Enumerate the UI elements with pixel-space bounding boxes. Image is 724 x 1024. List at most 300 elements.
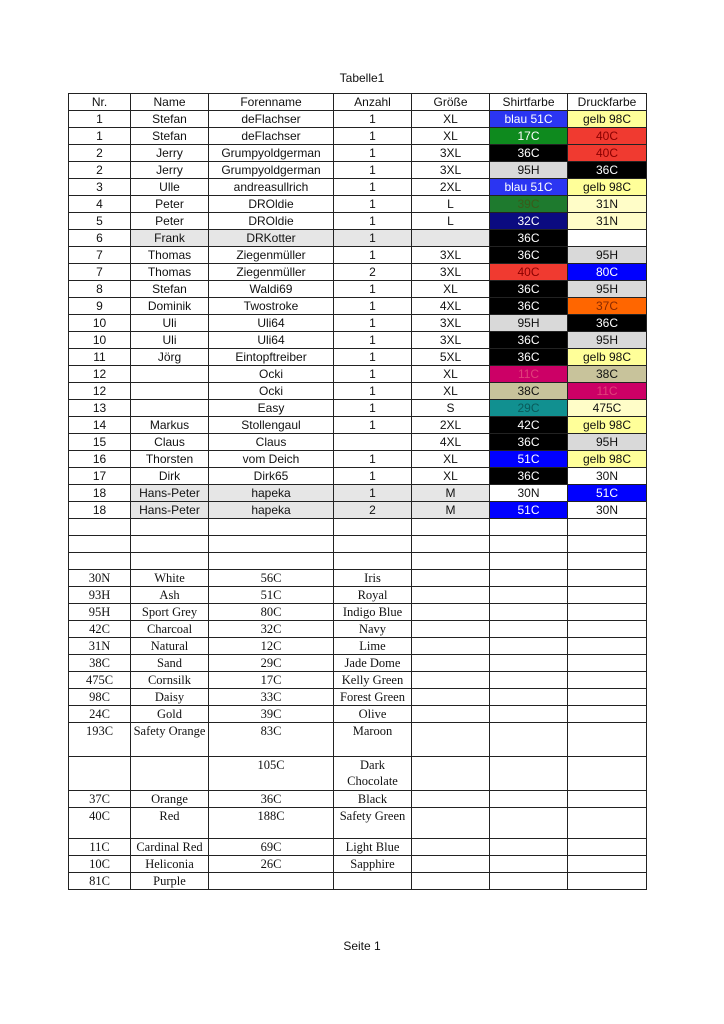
empty-cell[interactable] <box>568 808 647 839</box>
cell-druckfarbe[interactable]: 95H <box>568 281 647 298</box>
cell-druckfarbe[interactable]: 36C <box>568 315 647 332</box>
legend-color-name[interactable] <box>334 873 412 890</box>
cell-druckfarbe[interactable]: 40C <box>568 128 647 145</box>
legend-code[interactable] <box>209 873 334 890</box>
legend-color-name[interactable]: Sand <box>131 655 209 672</box>
legend-color-name[interactable]: Safety Green <box>334 808 412 839</box>
empty-cell[interactable] <box>568 621 647 638</box>
cell-forenname[interactable]: DRKotter <box>209 230 334 247</box>
cell-nr[interactable]: 18 <box>69 502 131 519</box>
cell-druckfarbe[interactable]: gelb 98C <box>568 417 647 434</box>
cell-anzahl[interactable]: 1 <box>334 230 412 247</box>
cell-anzahl[interactable]: 2 <box>334 264 412 281</box>
legend-color-name[interactable]: White <box>131 570 209 587</box>
cell-druckfarbe[interactable]: gelb 98C <box>568 451 647 468</box>
cell-anzahl[interactable]: 1 <box>334 315 412 332</box>
cell-groesse[interactable]: XL <box>412 281 490 298</box>
cell-nr[interactable]: 7 <box>69 247 131 264</box>
legend-color-name[interactable]: Charcoal <box>131 621 209 638</box>
empty-cell[interactable] <box>568 553 647 570</box>
empty-cell[interactable] <box>490 808 568 839</box>
cell-groesse[interactable]: S <box>412 400 490 417</box>
cell-anzahl[interactable]: 1 <box>334 468 412 485</box>
cell-anzahl[interactable]: 1 <box>334 128 412 145</box>
cell-name[interactable]: Claus <box>131 434 209 451</box>
legend-code[interactable]: 188C <box>209 808 334 839</box>
empty-cell[interactable] <box>69 553 131 570</box>
cell-shirtfarbe[interactable]: 36C <box>490 281 568 298</box>
cell-groesse[interactable]: 2XL <box>412 179 490 196</box>
empty-cell[interactable] <box>490 706 568 723</box>
empty-cell[interactable] <box>69 519 131 536</box>
cell-forenname[interactable]: Eintopftreiber <box>209 349 334 366</box>
cell-name[interactable]: Dirk <box>131 468 209 485</box>
cell-anzahl[interactable]: 1 <box>334 213 412 230</box>
cell-forenname[interactable]: hapeka <box>209 485 334 502</box>
empty-cell[interactable] <box>412 791 490 808</box>
legend-code[interactable]: 26C <box>209 856 334 873</box>
cell-name[interactable] <box>131 366 209 383</box>
empty-cell[interactable] <box>568 791 647 808</box>
cell-nr[interactable]: 2 <box>69 145 131 162</box>
empty-cell[interactable] <box>412 672 490 689</box>
legend-code[interactable]: 24C <box>69 706 131 723</box>
cell-nr[interactable]: 17 <box>69 468 131 485</box>
legend-color-name[interactable]: Forest Green <box>334 689 412 706</box>
cell-anzahl[interactable]: 1 <box>334 366 412 383</box>
empty-cell[interactable] <box>412 839 490 856</box>
cell-forenname[interactable]: Waldi69 <box>209 281 334 298</box>
cell-druckfarbe[interactable]: 31N <box>568 196 647 213</box>
legend-color-name[interactable]: Cardinal Red <box>131 839 209 856</box>
empty-cell[interactable] <box>412 873 490 890</box>
empty-cell[interactable] <box>412 570 490 587</box>
cell-groesse[interactable]: 2XL <box>412 417 490 434</box>
cell-groesse[interactable]: M <box>412 502 490 519</box>
cell-groesse[interactable]: XL <box>412 128 490 145</box>
cell-forenname[interactable]: deFlachser <box>209 111 334 128</box>
empty-cell[interactable] <box>209 536 334 553</box>
empty-cell[interactable] <box>412 553 490 570</box>
cell-nr[interactable]: 1 <box>69 128 131 145</box>
cell-forenname[interactable]: DROldie <box>209 213 334 230</box>
empty-cell[interactable] <box>334 519 412 536</box>
legend-code[interactable]: 93H <box>69 587 131 604</box>
cell-shirtfarbe[interactable]: 32C <box>490 213 568 230</box>
empty-cell[interactable] <box>490 672 568 689</box>
cell-name[interactable]: Stefan <box>131 281 209 298</box>
empty-cell[interactable] <box>412 604 490 621</box>
cell-shirtfarbe[interactable]: 95H <box>490 162 568 179</box>
legend-color-name[interactable]: Heliconia <box>131 856 209 873</box>
cell-druckfarbe[interactable]: 80C <box>568 264 647 281</box>
cell-groesse[interactable]: 3XL <box>412 145 490 162</box>
cell-anzahl[interactable]: 1 <box>334 451 412 468</box>
legend-code[interactable]: 51C <box>209 587 334 604</box>
cell-name[interactable]: Stefan <box>131 111 209 128</box>
cell-nr[interactable]: 9 <box>69 298 131 315</box>
legend-color-name[interactable]: Cornsilk <box>131 672 209 689</box>
empty-cell[interactable] <box>490 655 568 672</box>
cell-druckfarbe[interactable]: 30N <box>568 468 647 485</box>
empty-cell[interactable] <box>334 553 412 570</box>
cell-name[interactable]: Hans-Peter <box>131 502 209 519</box>
cell-druckfarbe[interactable]: 40C <box>568 145 647 162</box>
legend-code[interactable]: 10C <box>69 856 131 873</box>
legend-code[interactable]: 11C <box>69 839 131 856</box>
empty-cell[interactable] <box>131 519 209 536</box>
empty-cell[interactable] <box>490 689 568 706</box>
empty-cell[interactable] <box>568 638 647 655</box>
empty-cell[interactable] <box>209 553 334 570</box>
legend-color-name[interactable]: Natural <box>131 638 209 655</box>
cell-shirtfarbe[interactable]: 36C <box>490 298 568 315</box>
legend-color-name[interactable]: Royal <box>334 587 412 604</box>
empty-cell[interactable] <box>568 689 647 706</box>
cell-anzahl[interactable]: 1 <box>334 383 412 400</box>
cell-forenname[interactable]: Ziegenmüller <box>209 264 334 281</box>
empty-cell[interactable] <box>131 553 209 570</box>
cell-shirtfarbe[interactable]: 36C <box>490 247 568 264</box>
empty-cell[interactable] <box>568 839 647 856</box>
empty-cell[interactable] <box>412 638 490 655</box>
cell-nr[interactable]: 13 <box>69 400 131 417</box>
legend-color-name[interactable]: Sapphire <box>334 856 412 873</box>
legend-code[interactable]: 105C <box>209 757 334 791</box>
cell-nr[interactable]: 16 <box>69 451 131 468</box>
empty-cell[interactable] <box>490 839 568 856</box>
empty-cell[interactable] <box>568 570 647 587</box>
cell-druckfarbe[interactable]: gelb 98C <box>568 111 647 128</box>
empty-cell[interactable] <box>490 638 568 655</box>
cell-name[interactable]: Frank <box>131 230 209 247</box>
cell-name[interactable]: Uli <box>131 315 209 332</box>
cell-forenname[interactable]: Ocki <box>209 383 334 400</box>
empty-cell[interactable] <box>490 553 568 570</box>
cell-anzahl[interactable]: 1 <box>334 162 412 179</box>
cell-name[interactable]: Hans-Peter <box>131 485 209 502</box>
legend-code[interactable]: 37C <box>69 791 131 808</box>
cell-forenname[interactable]: Easy <box>209 400 334 417</box>
cell-druckfarbe[interactable]: 36C <box>568 162 647 179</box>
empty-cell[interactable] <box>490 536 568 553</box>
cell-anzahl[interactable]: 1 <box>334 145 412 162</box>
legend-color-name[interactable]: Lime <box>334 638 412 655</box>
legend-code[interactable]: 33C <box>209 689 334 706</box>
legend-color-name[interactable]: Sport Grey <box>131 604 209 621</box>
empty-cell[interactable] <box>490 791 568 808</box>
cell-groesse[interactable]: XL <box>412 468 490 485</box>
cell-nr[interactable]: 14 <box>69 417 131 434</box>
empty-cell[interactable] <box>69 536 131 553</box>
empty-cell[interactable] <box>490 873 568 890</box>
empty-cell[interactable] <box>490 570 568 587</box>
cell-forenname[interactable]: Uli64 <box>209 332 334 349</box>
cell-druckfarbe[interactable]: 30N <box>568 502 647 519</box>
cell-druckfarbe[interactable]: 51C <box>568 485 647 502</box>
cell-nr[interactable]: 4 <box>69 196 131 213</box>
cell-nr[interactable]: 3 <box>69 179 131 196</box>
legend-code[interactable]: 42C <box>69 621 131 638</box>
empty-cell[interactable] <box>209 519 334 536</box>
cell-druckfarbe[interactable]: 37C <box>568 298 647 315</box>
cell-anzahl[interactable]: 1 <box>334 247 412 264</box>
legend-code[interactable]: 17C <box>209 672 334 689</box>
cell-druckfarbe[interactable]: 95H <box>568 247 647 264</box>
cell-groesse[interactable]: 3XL <box>412 332 490 349</box>
empty-cell[interactable] <box>568 587 647 604</box>
legend-color-name[interactable]: Red <box>131 808 209 839</box>
empty-cell[interactable] <box>412 621 490 638</box>
cell-name[interactable]: Ulle <box>131 179 209 196</box>
cell-druckfarbe[interactable] <box>568 230 647 247</box>
legend-color-name[interactable]: Gold <box>131 706 209 723</box>
empty-cell[interactable] <box>412 587 490 604</box>
cell-shirtfarbe[interactable]: 36C <box>490 349 568 366</box>
cell-forenname[interactable]: DROldie <box>209 196 334 213</box>
legend-color-name[interactable]: Dark Chocolate <box>334 757 412 791</box>
legend-code[interactable]: 36C <box>209 791 334 808</box>
cell-shirtfarbe[interactable]: 36C <box>490 230 568 247</box>
empty-cell[interactable] <box>568 604 647 621</box>
cell-shirtfarbe[interactable]: 36C <box>490 332 568 349</box>
cell-groesse[interactable]: XL <box>412 111 490 128</box>
legend-color-name[interactable]: Olive <box>334 706 412 723</box>
cell-shirtfarbe[interactable]: 38C <box>490 383 568 400</box>
legend-color-name[interactable]: Kelly Green <box>334 672 412 689</box>
cell-anzahl[interactable]: 1 <box>334 298 412 315</box>
empty-cell[interactable] <box>412 706 490 723</box>
cell-groesse[interactable]: 5XL <box>412 349 490 366</box>
cell-anzahl[interactable]: 1 <box>334 281 412 298</box>
legend-color-name[interactable]: Black <box>334 791 412 808</box>
legend-code[interactable]: 98C <box>69 689 131 706</box>
cell-groesse[interactable]: 4XL <box>412 298 490 315</box>
cell-groesse[interactable]: 4XL <box>412 434 490 451</box>
cell-name[interactable]: Jerry <box>131 145 209 162</box>
cell-nr[interactable]: 11 <box>69 349 131 366</box>
cell-anzahl[interactable]: 1 <box>334 485 412 502</box>
cell-forenname[interactable]: deFlachser <box>209 128 334 145</box>
cell-nr[interactable]: 12 <box>69 366 131 383</box>
empty-cell[interactable] <box>412 536 490 553</box>
cell-name[interactable] <box>131 383 209 400</box>
legend-color-name[interactable]: Navy <box>334 621 412 638</box>
cell-shirtfarbe[interactable]: 36C <box>490 468 568 485</box>
cell-shirtfarbe[interactable]: 51C <box>490 502 568 519</box>
legend-color-name[interactable]: Daisy <box>131 689 209 706</box>
legend-color-name[interactable]: Orange <box>131 791 209 808</box>
cell-forenname[interactable]: Grumpyoldgerman <box>209 145 334 162</box>
cell-name[interactable]: Thomas <box>131 247 209 264</box>
cell-shirtfarbe[interactable]: 17C <box>490 128 568 145</box>
cell-shirtfarbe[interactable]: blau 51C <box>490 179 568 196</box>
empty-cell[interactable] <box>334 536 412 553</box>
empty-cell[interactable] <box>490 587 568 604</box>
empty-cell[interactable] <box>568 723 647 757</box>
cell-name[interactable]: Dominik <box>131 298 209 315</box>
cell-nr[interactable]: 5 <box>69 213 131 230</box>
cell-name[interactable]: Peter <box>131 196 209 213</box>
cell-groesse[interactable]: 3XL <box>412 162 490 179</box>
empty-cell[interactable] <box>412 689 490 706</box>
cell-shirtfarbe[interactable]: 30N <box>490 485 568 502</box>
cell-forenname[interactable]: Grumpyoldgerman <box>209 162 334 179</box>
cell-forenname[interactable]: hapeka <box>209 502 334 519</box>
cell-anzahl[interactable]: 1 <box>334 179 412 196</box>
legend-color-name[interactable]: Jade Dome <box>334 655 412 672</box>
cell-nr[interactable]: 15 <box>69 434 131 451</box>
empty-cell[interactable] <box>490 723 568 757</box>
legend-code[interactable]: 56C <box>209 570 334 587</box>
empty-cell[interactable] <box>412 519 490 536</box>
cell-druckfarbe[interactable]: gelb 98C <box>568 349 647 366</box>
cell-anzahl[interactable]: 1 <box>334 417 412 434</box>
cell-shirtfarbe[interactable]: 29C <box>490 400 568 417</box>
cell-forenname[interactable]: Ziegenmüller <box>209 247 334 264</box>
cell-nr[interactable]: 10 <box>69 332 131 349</box>
legend-code[interactable]: 95H <box>69 604 131 621</box>
legend-color-name[interactable]: Ash <box>131 587 209 604</box>
cell-forenname[interactable]: vom Deich <box>209 451 334 468</box>
cell-druckfarbe[interactable]: 475C <box>568 400 647 417</box>
cell-nr[interactable]: 18 <box>69 485 131 502</box>
cell-groesse[interactable]: 3XL <box>412 247 490 264</box>
legend-color-name[interactable]: Safety Orange <box>131 723 209 757</box>
cell-anzahl[interactable]: 1 <box>334 111 412 128</box>
cell-shirtfarbe[interactable]: 95H <box>490 315 568 332</box>
empty-cell[interactable] <box>568 655 647 672</box>
empty-cell[interactable] <box>412 723 490 757</box>
empty-cell[interactable] <box>490 519 568 536</box>
cell-nr[interactable]: 12 <box>69 383 131 400</box>
cell-shirtfarbe[interactable]: 51C <box>490 451 568 468</box>
cell-name[interactable]: Uli <box>131 332 209 349</box>
empty-cell[interactable] <box>412 856 490 873</box>
cell-name[interactable]: Thomas <box>131 264 209 281</box>
legend-color-name[interactable]: Iris <box>334 570 412 587</box>
cell-groesse[interactable]: XL <box>412 366 490 383</box>
legend-code[interactable]: 38C <box>69 655 131 672</box>
cell-forenname[interactable]: Stollengaul <box>209 417 334 434</box>
cell-nr[interactable]: 2 <box>69 162 131 179</box>
cell-name[interactable]: Thorsten <box>131 451 209 468</box>
empty-cell[interactable] <box>568 672 647 689</box>
cell-anzahl[interactable]: 1 <box>334 332 412 349</box>
cell-anzahl[interactable]: 1 <box>334 400 412 417</box>
cell-forenname[interactable]: andreasullrich <box>209 179 334 196</box>
cell-druckfarbe[interactable]: 11C <box>568 383 647 400</box>
empty-cell[interactable] <box>568 536 647 553</box>
empty-cell[interactable] <box>490 856 568 873</box>
cell-shirtfarbe[interactable]: 11C <box>490 366 568 383</box>
empty-cell[interactable] <box>412 655 490 672</box>
empty-cell[interactable] <box>568 856 647 873</box>
legend-code[interactable]: 31N <box>69 638 131 655</box>
cell-anzahl[interactable]: 1 <box>334 349 412 366</box>
legend-color-name[interactable]: Indigo Blue <box>334 604 412 621</box>
legend-code[interactable]: 12C <box>209 638 334 655</box>
legend-code[interactable]: 83C <box>209 723 334 757</box>
empty-cell[interactable] <box>490 621 568 638</box>
empty-cell[interactable] <box>490 757 568 791</box>
cell-forenname[interactable]: Uli64 <box>209 315 334 332</box>
cell-druckfarbe[interactable]: 95H <box>568 434 647 451</box>
legend-color-name[interactable]: Light Blue <box>334 839 412 856</box>
cell-groesse[interactable]: M <box>412 485 490 502</box>
empty-cell[interactable] <box>412 757 490 791</box>
cell-druckfarbe[interactable]: 38C <box>568 366 647 383</box>
cell-groesse[interactable]: L <box>412 213 490 230</box>
cell-name[interactable]: Stefan <box>131 128 209 145</box>
legend-code[interactable]: 80C <box>209 604 334 621</box>
empty-cell[interactable] <box>568 873 647 890</box>
cell-nr[interactable]: 6 <box>69 230 131 247</box>
cell-shirtfarbe[interactable]: 39C <box>490 196 568 213</box>
cell-druckfarbe[interactable]: 31N <box>568 213 647 230</box>
cell-shirtfarbe[interactable]: blau 51C <box>490 111 568 128</box>
cell-shirtfarbe[interactable]: 36C <box>490 434 568 451</box>
empty-cell[interactable] <box>131 536 209 553</box>
legend-code[interactable]: 29C <box>209 655 334 672</box>
cell-name[interactable]: Jerry <box>131 162 209 179</box>
cell-forenname[interactable]: Dirk65 <box>209 468 334 485</box>
cell-name[interactable]: Jörg <box>131 349 209 366</box>
empty-cell[interactable] <box>568 519 647 536</box>
cell-shirtfarbe[interactable]: 36C <box>490 145 568 162</box>
cell-nr[interactable]: 1 <box>69 111 131 128</box>
cell-nr[interactable]: 10 <box>69 315 131 332</box>
cell-name[interactable]: Peter <box>131 213 209 230</box>
cell-shirtfarbe[interactable]: 40C <box>490 264 568 281</box>
legend-code[interactable] <box>69 757 131 791</box>
empty-cell[interactable] <box>490 604 568 621</box>
cell-forenname[interactable]: Claus <box>209 434 334 451</box>
legend-code[interactable]: 193C <box>69 723 131 757</box>
empty-cell[interactable] <box>568 706 647 723</box>
cell-forenname[interactable]: Ocki <box>209 366 334 383</box>
cell-nr[interactable]: 7 <box>69 264 131 281</box>
cell-druckfarbe[interactable]: 95H <box>568 332 647 349</box>
empty-cell[interactable] <box>412 808 490 839</box>
legend-code[interactable]: 69C <box>209 839 334 856</box>
legend-color-name[interactable]: Purple <box>131 873 209 890</box>
legend-code[interactable]: 475C <box>69 672 131 689</box>
legend-code[interactable]: 81C <box>69 873 131 890</box>
legend-code[interactable]: 32C <box>209 621 334 638</box>
cell-shirtfarbe[interactable]: 42C <box>490 417 568 434</box>
cell-anzahl[interactable]: 2 <box>334 502 412 519</box>
cell-anzahl[interactable]: 1 <box>334 196 412 213</box>
cell-groesse[interactable]: L <box>412 196 490 213</box>
cell-groesse[interactable]: XL <box>412 383 490 400</box>
legend-code[interactable]: 40C <box>69 808 131 839</box>
cell-name[interactable]: Markus <box>131 417 209 434</box>
legend-code[interactable]: 30N <box>69 570 131 587</box>
legend-code[interactable]: 39C <box>209 706 334 723</box>
cell-anzahl[interactable] <box>334 434 412 451</box>
legend-color-name[interactable]: Maroon <box>334 723 412 757</box>
cell-name[interactable] <box>131 400 209 417</box>
cell-groesse[interactable]: XL <box>412 451 490 468</box>
empty-cell[interactable] <box>568 757 647 791</box>
cell-druckfarbe[interactable]: gelb 98C <box>568 179 647 196</box>
cell-groesse[interactable] <box>412 230 490 247</box>
cell-forenname[interactable]: Twostroke <box>209 298 334 315</box>
cell-nr[interactable]: 8 <box>69 281 131 298</box>
cell-groesse[interactable]: 3XL <box>412 264 490 281</box>
cell-groesse[interactable]: 3XL <box>412 315 490 332</box>
